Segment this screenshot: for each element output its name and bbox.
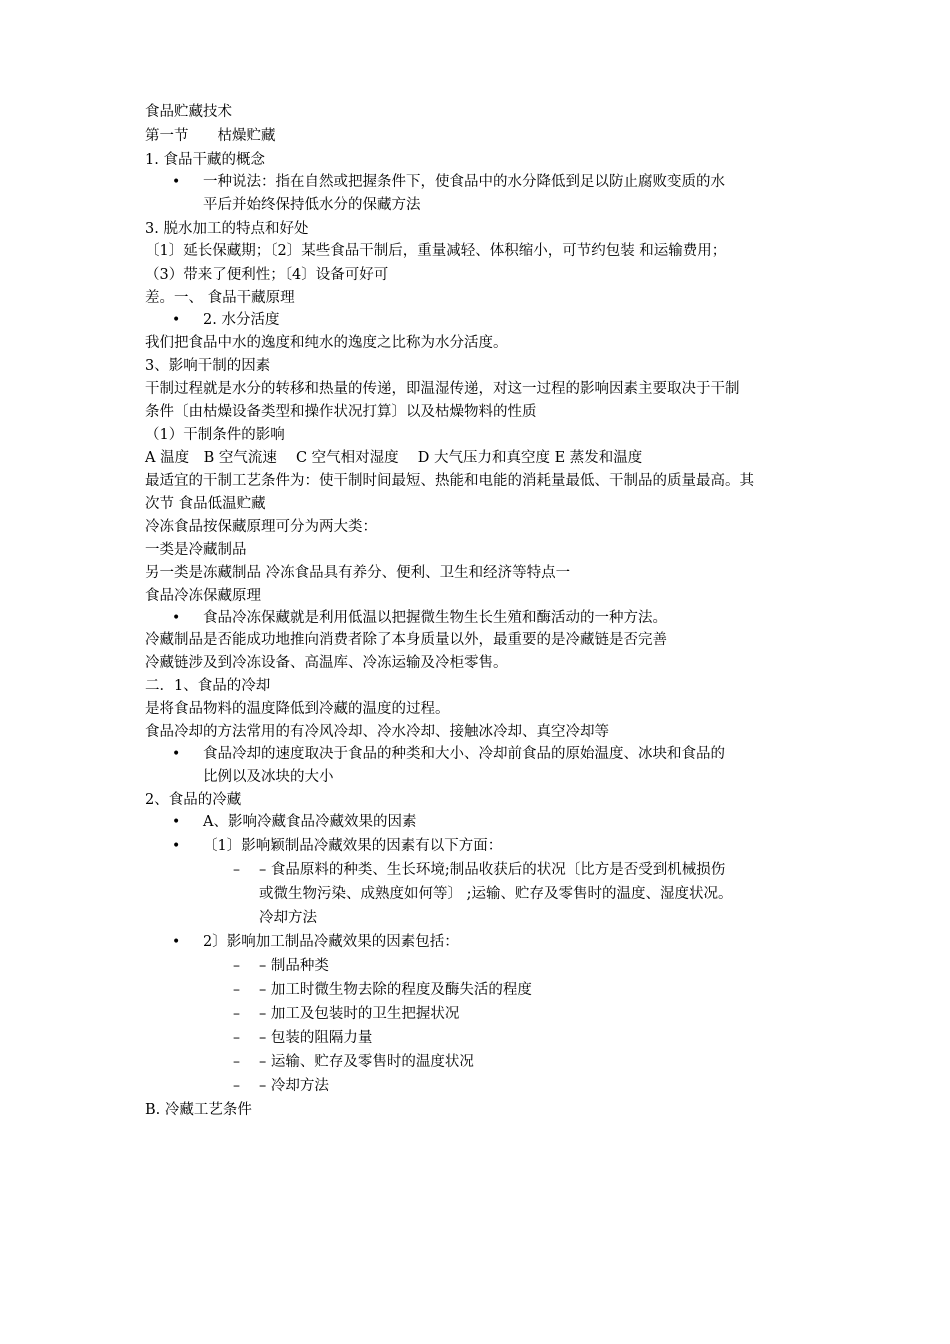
bullet-marker: • [172,746,181,762]
bullet-text: 食品冷却的速度取决于食品的种类和大小、冷却前食品的原始温度、冰块和食品的 [203,746,725,762]
bullet-marker: • [172,814,181,830]
section-heading: 第一节 枯燥贮藏 [145,128,276,144]
bullet-marker: • [172,174,181,190]
numbered-heading: 1. 食品干藏的概念 [145,152,265,168]
numbered-heading: 2、食品的冷藏 [145,792,242,808]
dash-marker: – [233,982,240,998]
paragraph: 食品冷却的方法常用的有冷风冷却、冷水冷却、接触冰冷却、真空冷却等 [145,724,609,740]
bullet-text: 一种说法：指在自然或把握条件下，使食品中的水分降低到足以防止腐败变质的水 [203,174,725,190]
bullet-text: A、影响冷藏食品冷藏效果的因素 [203,814,417,830]
bullet-text: 2. 水分活度 [203,312,280,328]
paragraph: 一类是冷藏制品 [145,542,247,558]
bullet-marker: • [172,312,181,328]
bullet-text: 食品冷冻保藏就是利用低温以把握微生物生长生殖和酶活动的一种方法。 [203,610,667,626]
paragraph: 冷藏链涉及到冷冻设备、高温库、冷冻运输及冷柜零售。 [145,655,508,671]
paragraph: （3）带来了便利性；〔4〕设备可好可 [145,267,389,283]
paragraph: （1）干制条件的影响 [145,427,285,443]
paragraph: 冷冻食品按保藏原理可分为两大类： [145,519,377,535]
sub-bullet-text: – 加工时微生物去除的程度及酶失活的程度 [259,982,532,998]
sub-bullet-text-cont: 冷却方法 [259,910,317,926]
paragraph: B. 冷藏工艺条件 [145,1102,252,1118]
paragraph: 是将食品物料的温度降低到冷藏的温度的过程。 [145,701,450,717]
paragraph: 最适宜的干制工艺条件为：使干制时间最短、热能和电能的消耗量最低、干制品的质量最高。其 [145,473,754,489]
dash-marker: – [233,1030,240,1046]
bullet-marker: • [172,838,181,854]
paragraph: 干制过程就是水分的转移和热量的传递，即温湿传递，对这一过程的影响因素主要取决于干制 [145,381,740,397]
sub-bullet-text: – 食品原料的种类、生长环境;制品收获后的状况〔比方是否受到机械损伤 [259,862,726,878]
paragraph: 另一类是冻藏制品 冷冻食品具有养分、便利、卫生和经济等特点一 [145,565,571,581]
section-heading: 次节 食品低温贮藏 [145,496,266,512]
paragraph: 食品冷冻保藏原理 [145,588,261,604]
sub-bullet-text: – 冷却方法 [259,1078,329,1094]
bullet-marker: • [172,610,181,626]
numbered-heading: 3. 脱水加工的特点和好处 [145,221,309,237]
dash-marker: – [233,862,240,878]
dash-marker: – [233,958,240,974]
paragraph: 条件〔由枯燥设备类型和操作状况打算〕以及枯燥物料的性质 [145,404,537,420]
dash-marker: – [233,1054,240,1070]
doc-title: 食品贮藏技术 [145,104,232,120]
numbered-heading: 3、影响干制的因素 [145,358,271,374]
paragraph: 我们把食品中水的逸度和纯水的逸度之比称为水分活度。 [145,335,508,351]
bullet-text-cont: 平后并始终保持低水分的保藏方法 [203,197,421,213]
paragraph: 差。一、 食品干藏原理 [145,290,295,306]
sub-bullet-text: – 运输、贮存及零售时的温度状况 [259,1054,474,1070]
paragraph: 〔1〕延长保藏期；〔2〕某些食品干制后，重量减轻、体积缩小，可节约包装 和运输费用； [145,243,727,259]
paragraph: A 温度 B 空气流速 C 空气相对湿度 D 大气压力和真空度 E 蒸发和温度 [145,450,643,466]
bullet-marker: • [172,934,181,950]
dash-marker: – [233,1078,240,1094]
paragraph: 冷藏制品是否能成功地推向消费者除了本身质量以外，最重要的是冷藏链是否完善 [145,632,667,648]
bullet-text: 〔1〕影响颖制品冷藏效果的因素有以下方面： [203,838,503,854]
paragraph: 二．1、食品的冷却 [145,678,271,694]
sub-bullet-text: – 包装的阻隔力量 [259,1030,373,1046]
dash-marker: – [233,1006,240,1022]
sub-bullet-text-cont: 或微生物污染、成熟度如何等〕 ;运输、贮存及零售时的温度、湿度状况。 [259,886,733,902]
sub-bullet-text: – 制品种类 [259,958,329,974]
bullet-text-cont: 比例以及冰块的大小 [203,769,334,785]
bullet-text: 2〕影响加工制品冷藏效果的因素包括： [203,934,459,950]
sub-bullet-text: – 加工及包装时的卫生把握状况 [259,1006,460,1022]
